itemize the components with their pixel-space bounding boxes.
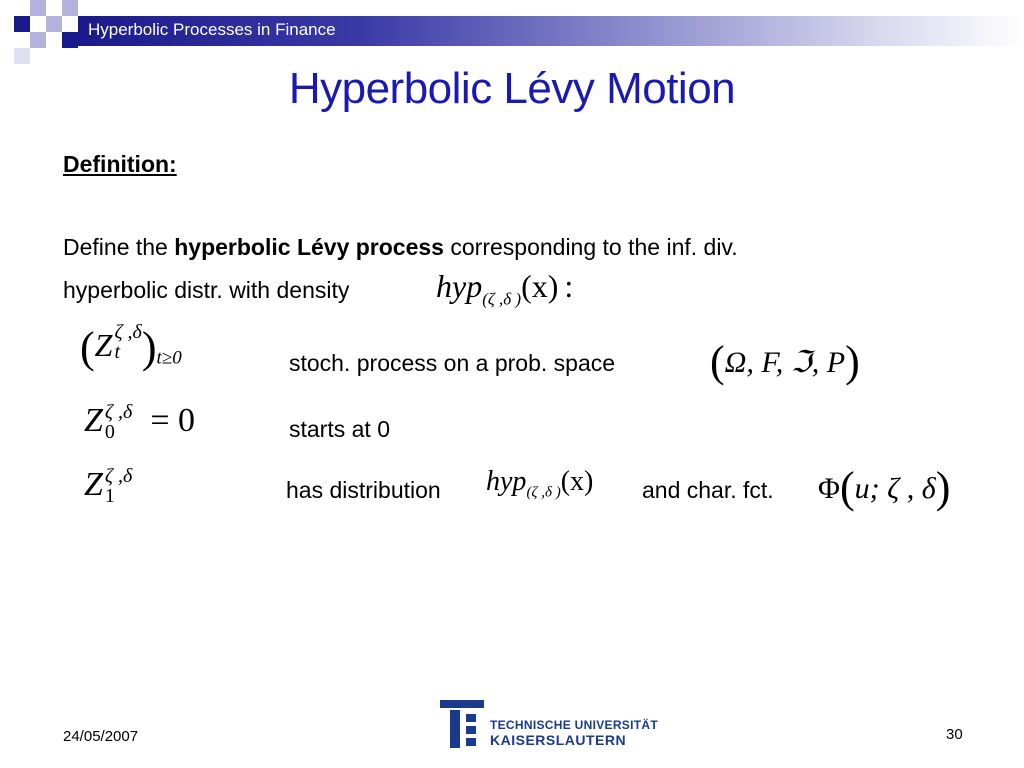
decor-square bbox=[46, 16, 62, 32]
density-params: (ζ ,δ ) bbox=[482, 289, 522, 309]
row1-text: stoch. process on a prob. space bbox=[289, 350, 616, 376]
start-sub: 0 bbox=[104, 421, 115, 443]
paren-right: ) bbox=[935, 463, 951, 512]
logo-line-1: TECHNISCHE UNIVERSITÄT bbox=[490, 718, 658, 732]
distribution-hyp bbox=[486, 466, 593, 502]
row2-text: starts at 0 bbox=[289, 416, 390, 442]
dist-indices bbox=[105, 466, 132, 506]
char-function bbox=[818, 462, 950, 513]
probability-space-content: Ω, F, ℑ, P bbox=[724, 346, 846, 379]
page-number: 30 bbox=[946, 726, 963, 743]
distribution-formula bbox=[84, 466, 132, 506]
decor-square bbox=[62, 32, 78, 48]
start-formula bbox=[84, 402, 195, 442]
dist-sup: ζ ,δ bbox=[104, 465, 133, 487]
char-phi: Φ bbox=[818, 472, 840, 505]
slide-title: Hyperbolic Lévy Motion bbox=[288, 64, 736, 113]
definition-term: hyperbolic Lévy process bbox=[174, 234, 444, 260]
definition-line-1-pre: Define the bbox=[63, 234, 175, 260]
paren-left: ( bbox=[80, 323, 95, 372]
density-colon: : bbox=[564, 268, 574, 304]
start-sup: ζ ,δ bbox=[104, 401, 133, 423]
start-indices bbox=[105, 402, 132, 442]
dist-sub: 1 bbox=[104, 485, 115, 507]
decor-square bbox=[14, 16, 30, 32]
decor-square bbox=[14, 48, 30, 64]
paren-left: ( bbox=[839, 463, 855, 512]
decor-square bbox=[62, 0, 78, 16]
process-sub-outer: t≥0 bbox=[156, 347, 182, 369]
definition-line-1-post: corresponding to the inf. div. bbox=[443, 234, 738, 260]
dist-hyp: hyp bbox=[486, 466, 527, 497]
dist-z: Z bbox=[84, 466, 103, 503]
density-arg: (x) bbox=[521, 268, 559, 304]
dist-hyp-params: (ζ ,δ ) bbox=[526, 484, 561, 501]
logo-line-2: KAISERSLAUTERN bbox=[490, 732, 627, 748]
probability-space bbox=[710, 336, 860, 387]
process-z: Z bbox=[94, 327, 113, 363]
header-title: Hyperbolic Processes in Finance bbox=[88, 20, 336, 39]
density-formula bbox=[436, 268, 573, 309]
start-eq: = 0 bbox=[150, 402, 196, 439]
decor-square bbox=[30, 0, 46, 16]
paren-right: ) bbox=[845, 337, 860, 386]
dist-hyp-arg: (x) bbox=[560, 466, 594, 497]
process-sub: t bbox=[114, 341, 121, 363]
definition-line-2: hyperbolic distr. with density bbox=[63, 277, 350, 303]
definition-label: Definition: bbox=[63, 151, 177, 177]
paren-left: ( bbox=[710, 337, 725, 386]
decor-square bbox=[30, 32, 46, 48]
row3-text-pre: has distribution bbox=[286, 477, 441, 503]
definition-line-1 bbox=[63, 234, 738, 261]
header-bar bbox=[78, 16, 1024, 46]
paren-right: ) bbox=[141, 323, 157, 372]
density-hyp: hyp bbox=[436, 268, 483, 304]
row3-text-mid: and char. fct. bbox=[642, 477, 774, 503]
process-indices bbox=[114, 322, 141, 362]
char-args: u; ζ , δ bbox=[854, 472, 936, 505]
start-z: Z bbox=[84, 402, 103, 439]
process-formula bbox=[80, 322, 182, 373]
process-sup: ζ ,δ bbox=[114, 321, 142, 343]
footer-date: 24/05/2007 bbox=[63, 728, 139, 745]
header-decoration bbox=[0, 0, 80, 64]
